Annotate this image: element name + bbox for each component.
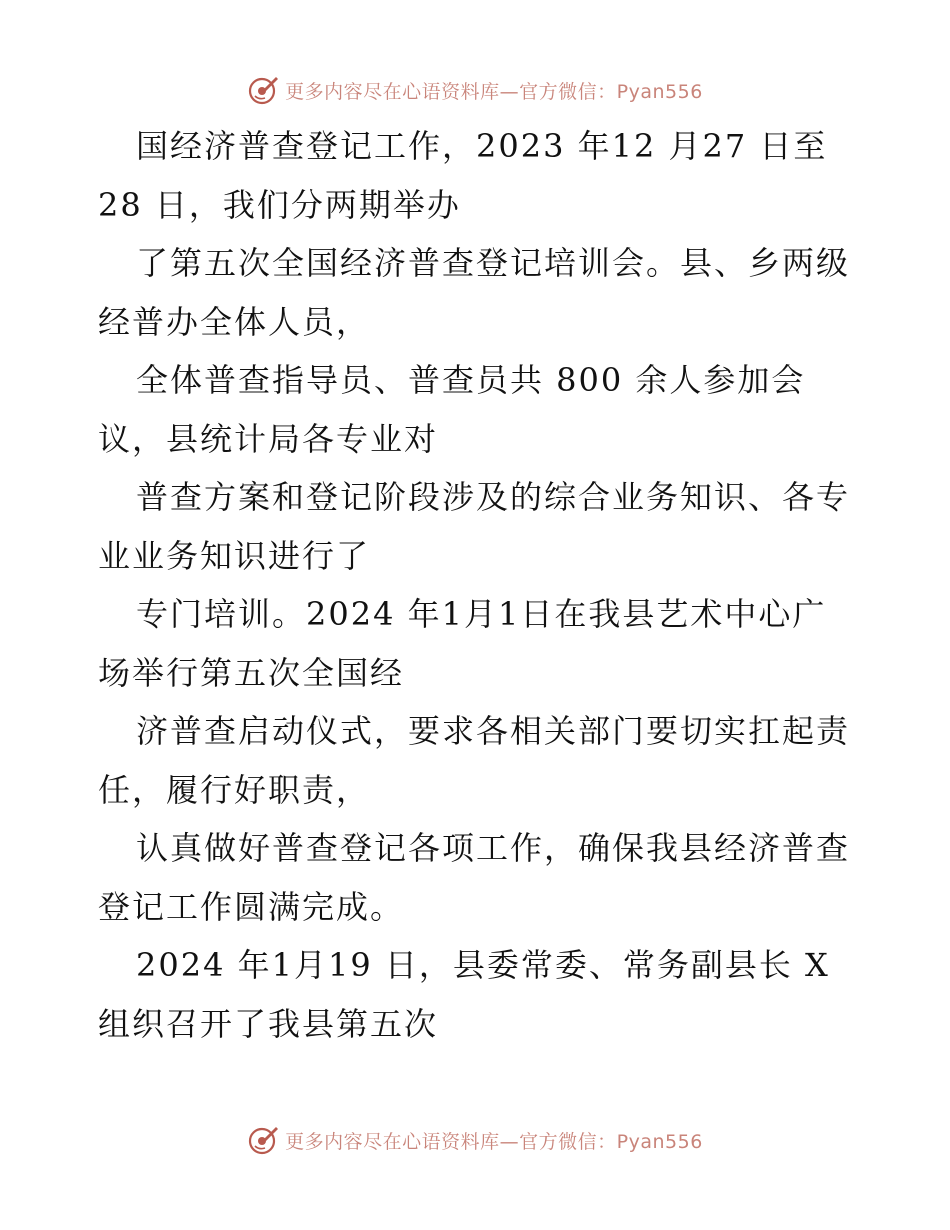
watermark-header [0,72,950,108]
text-line: 专门培训。2024 年1月1日在我县艺术中心广 [136,595,827,633]
text-line: 业业务知识进行了 [98,536,371,575]
text-line: 议，县统计局各专业对 [98,419,439,458]
text-line: 普查方案和登记阶段涉及的综合业务知识、各专 [136,478,851,516]
text-line: 登记工作圆满完成。 [98,887,405,926]
watermark-text: 更多内容尽在心语资料库—官方微信：Pyan556 [285,80,703,103]
text-line: 经普办全体人员， [98,302,371,341]
text-line: 28 日，我们分两期举办 [98,185,461,224]
pen-circle-logo-icon [247,1124,279,1156]
text-line: 了第五次全国经济普查登记培训会。县、乡两级 [136,244,851,282]
document-body [98,117,858,1053]
text-line: 国经济普查登记工作，2023 年12 月27 日至 [136,127,828,165]
watermark-footer [0,1122,950,1158]
text-line: 全体普查指导员、普查员共 800 余人参加会 [136,361,806,399]
text-line: 任，履行好职责， [98,770,371,809]
text-line: 场举行第五次全国经 [98,653,405,692]
text-line: 济普查启动仪式，要求各相关部门要切实扛起责 [136,712,851,750]
text-line: 组织召开了我县第五次 [98,1004,439,1043]
pen-circle-logo-icon [247,74,279,106]
watermark-text: 更多内容尽在心语资料库—官方微信：Pyan556 [285,1130,703,1153]
text-line: 2024 年1月19 日，县委常委、常务副县长 X [136,946,830,984]
text-line: 认真做好普查登记各项工作，确保我县经济普查 [136,829,851,867]
